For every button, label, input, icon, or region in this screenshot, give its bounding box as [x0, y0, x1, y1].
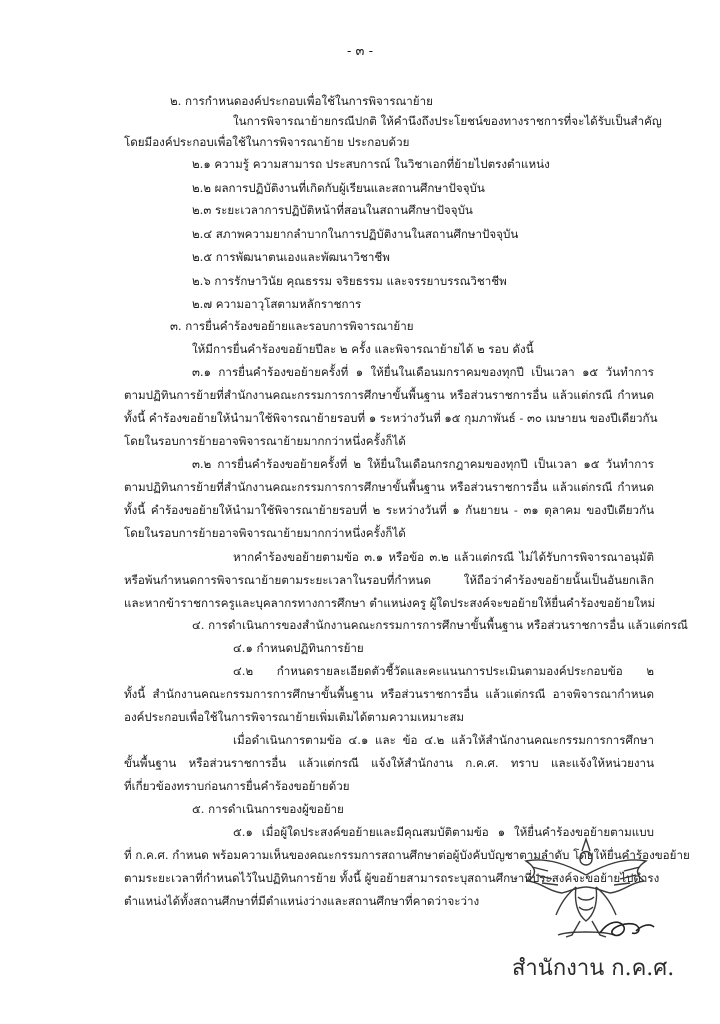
item-2-4: ๒.๔ สภาพความยากลำบากในการปฏิบัติงานในสถานศึกษาปัจจุบัน	[192, 227, 519, 241]
section-4-note-cont-1: ขั้นพื้นฐาน หรือส่วนราชการอื่น แล้วแต่กรณี แจ้งให้สำนักงาน ก.ค.ศ. ทราบ และแจ้งให้หน่วยงาน	[124, 756, 654, 770]
office-seal-stamp	[508, 835, 675, 985]
section-3-note-cont-2: และหากข้าราชการครูและบุคลากรทางการศึกษา ตำแหน่งครู ผู้ใดประสงค์จะขอย้ายให้ยื่นคำร้องขอย้ายใหม่	[124, 596, 656, 610]
section-3-note: หากคำร้องขอย้ายตามข้อ ๓.๑ หรือข้อ ๓.๒ แล้วแต่กรณี ไม่ได้รับการพิจารณาอนุมัติ	[233, 550, 654, 564]
item-3-1: ๓.๑ การยื่นคำร้องขอย้ายครั้งที่ ๑ ให้ยื่นในเดือนมกราคมของทุกปี เป็นเวลา ๑๕ วันทำการ	[192, 365, 654, 379]
stamp-text: สำนักงาน ก.ค.ศ.	[512, 956, 675, 981]
item-4-2: ๔.๒ กำหนดรายละเอียดตัวชี้วัดและคะแนนการประเมินตามองค์ประกอบข้อ ๒	[233, 664, 654, 678]
item-2-7: ๒.๗ ความอาวุโสตามหลักราชการ	[192, 297, 362, 311]
section-3-note-cont-1: หรือพ้นกำหนดการพิจารณาย้ายตามระยะเวลาในรอบที่กำหนด ให้ถือว่าคำร้องขอย้ายนั้นเป็นอันยกเลิก	[124, 573, 654, 587]
section-4-note-cont-2: ที่เกี่ยวข้องทราบก่อนการยื่นคำร้องขอย้ายด้วย	[124, 779, 350, 793]
item-4-2-cont-1: ทั้งนี้ สำนักงานคณะกรรมการการศึกษาขั้นพื้นฐาน หรือส่วนราชการอื่น แล้วแต่กรณี อาจพิจารณากำหนด	[124, 687, 654, 701]
item-4-2-cont-2: องค์ประกอบเพื่อใช้ในการพิจารณาย้ายเพิ่มเติมได้ตามความเหมาะสม	[124, 710, 465, 724]
item-2-3: ๒.๓ ระยะเวลาการปฏิบัติหน้าที่สอนในสถานศึกษาปัจจุบัน	[192, 203, 473, 217]
section-3-heading: ๓. การยื่นคำร้องขอย้ายและรอบการพิจารณาย้าย	[170, 319, 414, 333]
section-2-intro: ในการพิจารณาย้ายกรณีปกติ ให้คำนึงถึงประโยชน์ของทางราชการที่จะได้รับเป็นสำคัญ	[233, 114, 662, 128]
item-2-1: ๒.๑ ความรู้ ความสามารถ ประสบการณ์ ในวิชาเอกที่ย้ายไปตรงตำแหน่ง	[192, 157, 550, 171]
item-3-2-cont-1: ตามปฏิทินการย้ายที่สำนักงานคณะกรรมการการศึกษาขั้นพื้นฐาน หรือส่วนราชการอื่น แล้วแต่กรณี กำหนด	[124, 480, 654, 494]
item-3-1-cont-2: ทั้งนี้ คำร้องขอย้ายให้นำมาใช้พิจารณาย้ายรอบที่ ๑ ระหว่างวันที่ ๑๕ กุมภาพันธ์ - ๓๐ เมษายน ของปีเดียวกัน	[124, 411, 658, 425]
section-5-heading: ๕. การดำเนินการของผู้ขอย้าย	[192, 802, 344, 816]
item-5-1-cont-2: ตามระยะเวลาที่กำหนดไว้ในปฏิทินการย้าย ทั้งนี้ ผู้ขอย้ายสามารถระบุสถานศึกษาที่ประสงค์จะขอย้ายไปดำรง	[124, 871, 660, 885]
item-2-2: ๒.๒ ผลการปฏิบัติงานที่เกิดกับผู้เรียนและสถานศึกษาปัจจุบัน	[192, 181, 485, 195]
item-4-1: ๔.๑ กำหนดปฏิทินการย้าย	[233, 641, 364, 655]
section-2-heading: ๒. การกำหนดองค์ประกอบเพื่อใช้ในการพิจารณาย้าย	[170, 94, 433, 108]
item-3-1-cont-1: ตามปฏิทินการย้ายที่สำนักงานคณะกรรมการการศึกษาขั้นพื้นฐาน หรือส่วนราชการอื่น แล้วแต่กรณี กำหนด	[124, 388, 654, 402]
garuda-emblem-icon	[508, 835, 675, 985]
item-3-2: ๓.๒ การยื่นคำร้องขอย้ายครั้งที่ ๒ ให้ยื่นในเดือนกรกฎาคมของทุกปี เป็นเวลา ๑๕ วันทำการ	[192, 457, 654, 471]
section-4-note: เมื่อดำเนินการตามข้อ ๔.๑ และ ข้อ ๔.๒ แล้วให้สำนักงานคณะกรรมการการศึกษา	[233, 733, 654, 747]
section-4-heading: ๔. การดำเนินการของสำนักงานคณะกรรมการการศึกษาขั้นพื้นฐาน หรือส่วนราชการอื่น แล้วแต่กรณี	[192, 618, 688, 632]
item-2-5: ๒.๕ การพัฒนาตนเองและพัฒนาวิชาชีพ	[192, 250, 390, 264]
item-3-2-cont-2: ทั้งนี้ คำร้องขอย้ายให้นำมาใช้พิจารณาย้ายรอบที่ ๒ ระหว่างวันที่ ๑ กันยายน - ๓๑ ตุลาคม ของปีเดียวกัน	[124, 503, 654, 517]
page-number: - ๓ -	[347, 44, 373, 59]
section-2-intro-cont: โดยมีองค์ประกอบเพื่อใช้ในการพิจารณาย้าย ประกอบด้วย	[124, 135, 410, 149]
item-2-6: ๒.๖ การรักษาวินัย คุณธรรม จริยธรรม และจรรยาบรรณวิชาชีพ	[192, 274, 507, 288]
item-3-1-cont-3: โดยในรอบการย้ายอาจพิจารณาย้ายมากกว่าหนึ่งครั้งก็ได้	[124, 434, 406, 448]
item-5-1: ๕.๑ เมื่อผู้ใดประสงค์ขอย้ายและมีคุณสมบัติตามข้อ ๑ ให้ยื่นคำร้องขอย้ายตามแบบ	[233, 825, 654, 839]
item-5-1-cont-3: ตำแหน่งได้ทั้งสถานศึกษาที่มีตำแหน่งว่างและสถานศึกษาที่คาดว่าจะว่าง	[124, 894, 480, 908]
item-5-1-cont-1: ที่ ก.ค.ศ. กำหนด พร้อมความเห็นของคณะกรรมการสถานศึกษาต่อผู้บังคับบัญชาตามลำดับ โดยให้ยื่นคำร้องขอย้าย	[124, 848, 690, 862]
item-3-2-cont-3: โดยในรอบการย้ายอาจพิจารณาย้ายมากกว่าหนึ่งครั้งก็ได้	[124, 526, 406, 540]
section-3-intro: ให้มีการยื่นคำร้องขอย้ายปีละ ๒ ครั้ง และพิจารณาย้ายได้ ๒ รอบ ดังนี้	[192, 342, 534, 356]
